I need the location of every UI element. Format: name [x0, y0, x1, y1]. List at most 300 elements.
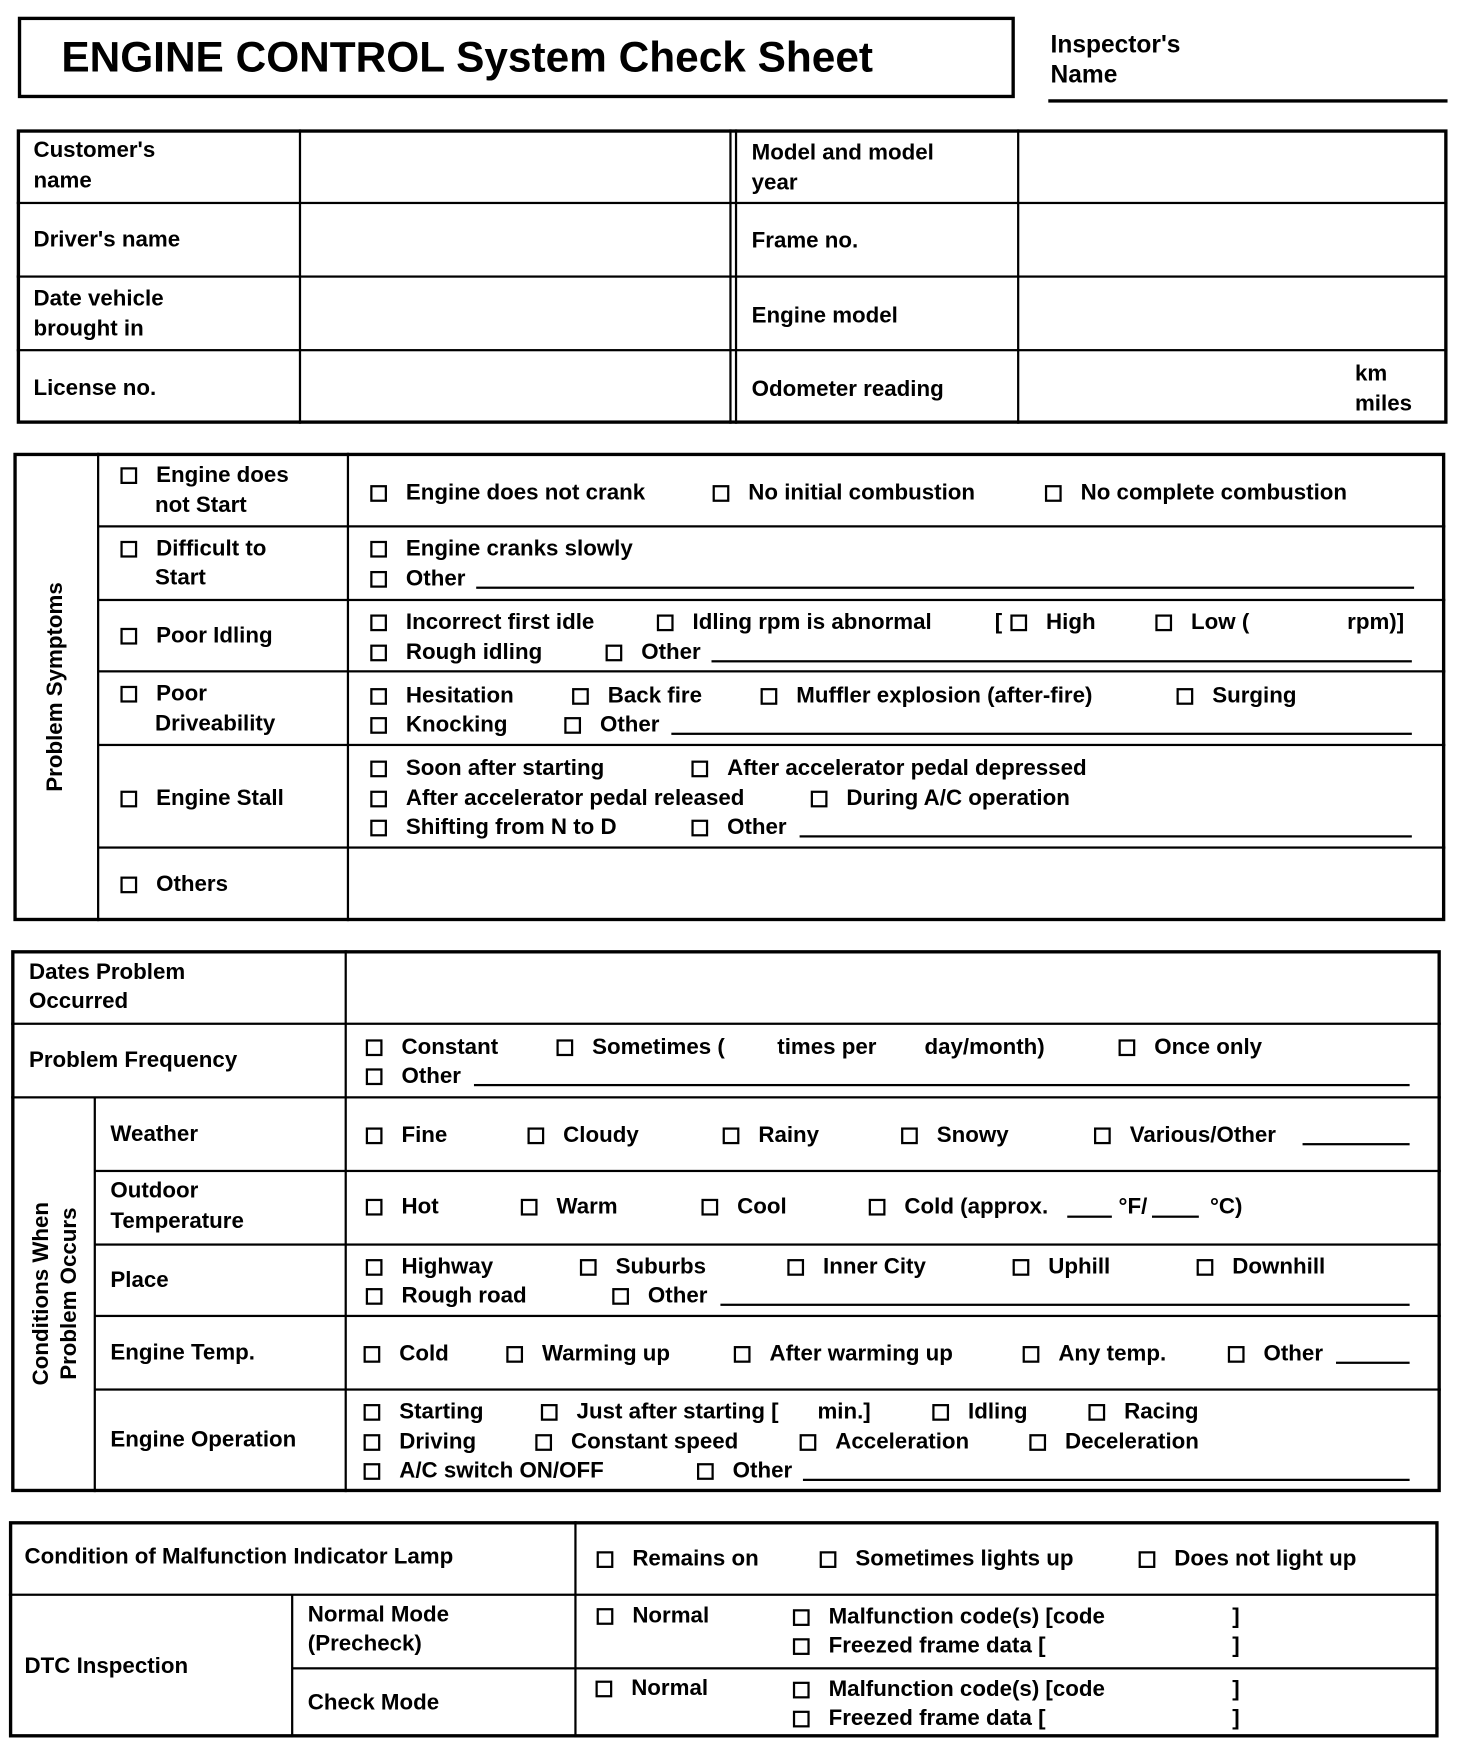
checkbox[interactable]: [364, 1434, 381, 1451]
label: Other: [1263, 1341, 1324, 1367]
checkbox[interactable]: [820, 1551, 837, 1568]
divider: [17, 275, 1448, 277]
label: A/C switch ON/OFF: [399, 1458, 604, 1484]
remains-on-check[interactable]: [597, 1546, 759, 1573]
checkbox[interactable]: [366, 1259, 383, 1276]
label: No initial combustion: [748, 480, 976, 506]
normal-mode-label: Normal Mode: [307, 1602, 450, 1628]
idling-rpm-abnormal-check[interactable]: [657, 609, 932, 636]
times-per-label: times per: [777, 1034, 877, 1060]
label: Engine Stall: [156, 786, 284, 811]
checkbox[interactable]: [793, 1681, 810, 1698]
problem-symptoms-title: Problem Symptoms: [42, 582, 68, 792]
checkbox[interactable]: [761, 688, 778, 705]
checkbox[interactable]: [597, 1608, 614, 1625]
divider: [95, 1388, 1441, 1390]
checkbox[interactable]: [1045, 485, 1062, 502]
checkbox[interactable]: [1023, 1345, 1040, 1362]
checkbox[interactable]: [370, 540, 387, 557]
km-unit: km: [1354, 361, 1388, 386]
weather-other-field[interactable]: [1303, 1143, 1410, 1145]
check-mode-normal-check[interactable]: [596, 1675, 709, 1702]
label: Sometimes (: [592, 1034, 725, 1060]
checkbox[interactable]: [1197, 1259, 1214, 1276]
checkbox[interactable]: [366, 1198, 383, 1215]
label: Various/Other: [1129, 1123, 1276, 1148]
checkbox[interactable]: [120, 790, 137, 807]
label: Other: [647, 1283, 708, 1309]
rainy-check[interactable]: [723, 1122, 819, 1149]
cold-check[interactable]: [869, 1193, 1048, 1220]
label: Other: [732, 1458, 793, 1484]
operation-other-check[interactable]: [697, 1458, 792, 1485]
checkbox[interactable]: [364, 1463, 381, 1480]
poor-idling-check[interactable]: [120, 622, 272, 649]
engine-temp-label: Engine Temp.: [110, 1340, 255, 1366]
divider: [11, 1023, 1441, 1025]
divider: [17, 349, 1448, 351]
place-other-field[interactable]: [720, 1304, 1409, 1306]
label: Fine: [401, 1123, 448, 1148]
engine-cranks-slowly-check[interactable]: [370, 535, 633, 562]
checkbox[interactable]: [370, 819, 387, 836]
label: Incorrect first idle: [405, 610, 595, 635]
engine-cold-check[interactable]: [364, 1340, 449, 1367]
others-check[interactable]: [120, 871, 228, 898]
label: Normal: [631, 1676, 709, 1701]
starting-check[interactable]: [364, 1398, 484, 1425]
hot-check[interactable]: [366, 1193, 439, 1220]
place-label: Place: [110, 1267, 169, 1293]
label: Warming up: [541, 1341, 671, 1367]
checkbox[interactable]: [370, 688, 387, 705]
checkbox[interactable]: [1010, 614, 1027, 631]
label: Highway: [401, 1254, 494, 1280]
idling-other-field[interactable]: [711, 660, 1411, 662]
checkbox[interactable]: [1139, 1551, 1156, 1568]
checkbox[interactable]: [793, 1609, 810, 1626]
snowy-check[interactable]: [901, 1122, 1009, 1149]
temp-c-field[interactable]: [1152, 1216, 1199, 1218]
inspector-label-2: Name: [1050, 60, 1118, 89]
checkbox[interactable]: [556, 1039, 573, 1056]
checkbox[interactable]: [691, 760, 708, 777]
divider: [98, 846, 1445, 848]
hesitation-check[interactable]: [370, 683, 514, 710]
inspector-label: Inspector's: [1050, 30, 1181, 58]
checkbox[interactable]: [366, 1068, 383, 1085]
checkbox[interactable]: [1155, 614, 1172, 631]
difficult-to-start-check[interactable]: [120, 535, 266, 562]
divider: [574, 1521, 576, 1737]
checkbox[interactable]: [657, 614, 674, 631]
label: Surging: [1212, 683, 1297, 709]
label: Shifting from N to D: [405, 815, 617, 840]
mil-label: Condition of Malfunction Indicator Lamp: [24, 1544, 454, 1570]
label: Once only: [1154, 1034, 1263, 1060]
operation-other-field[interactable]: [803, 1479, 1410, 1481]
outdoor-temp-label-2: Temperature: [110, 1208, 244, 1234]
sometimes-check[interactable]: [556, 1034, 724, 1061]
label: Freezed frame data [: [828, 1633, 1046, 1659]
checkbox[interactable]: [366, 1287, 383, 1304]
during-ac-check[interactable]: [811, 785, 1070, 812]
label: Driveability: [155, 711, 276, 737]
label: Warm: [556, 1194, 618, 1219]
checkbox[interactable]: [370, 570, 387, 587]
soon-after-starting-check[interactable]: [370, 755, 604, 782]
checkbox[interactable]: [370, 760, 387, 777]
checkbox[interactable]: [370, 485, 387, 502]
label: Engine does not crank: [405, 480, 646, 506]
label: Downhill: [1232, 1254, 1326, 1280]
checkbox[interactable]: [564, 717, 581, 734]
engine-does-not-start-check[interactable]: [120, 462, 288, 489]
customer-name-label: Customer's: [33, 138, 156, 163]
frequency-label: Problem Frequency: [28, 1048, 238, 1073]
normal-mode-code-check[interactable]: [793, 1604, 1105, 1631]
checkbox[interactable]: [612, 1287, 629, 1304]
divider: [98, 670, 1445, 672]
pedal-depressed-check[interactable]: [691, 755, 1086, 782]
check-mode-freeze-check[interactable]: [793, 1705, 1046, 1732]
label: Other: [405, 566, 466, 592]
difficult-other-field[interactable]: [476, 587, 1414, 589]
downhill-check[interactable]: [1197, 1253, 1326, 1280]
no-initial-combustion-check[interactable]: [713, 480, 975, 507]
check-mode-label: Check Mode: [307, 1690, 440, 1716]
incorrect-first-idle-check[interactable]: [370, 609, 594, 636]
idle-low-check[interactable]: [1155, 609, 1249, 636]
divider: [98, 525, 1445, 527]
checkbox[interactable]: [370, 790, 387, 807]
checkbox[interactable]: [723, 1127, 740, 1144]
label: Rough road: [401, 1283, 527, 1309]
checkbox[interactable]: [370, 717, 387, 734]
divider: [98, 599, 1445, 601]
suburbs-check[interactable]: [580, 1253, 706, 1280]
label: Cool: [737, 1194, 787, 1219]
surging-check[interactable]: [1177, 683, 1297, 710]
engine-stall-check[interactable]: [120, 785, 283, 812]
checkbox[interactable]: [811, 790, 828, 807]
label: Does not light up: [1174, 1546, 1357, 1572]
checkbox[interactable]: [370, 614, 387, 631]
date-label-2: brought in: [33, 316, 144, 342]
checkbox[interactable]: [366, 1127, 383, 1144]
label: Constant: [401, 1034, 499, 1060]
checkbox[interactable]: [713, 485, 730, 502]
check-mode-code-check[interactable]: [793, 1676, 1105, 1703]
stall-other-check[interactable]: [691, 814, 786, 841]
divider: [9, 1594, 1439, 1596]
driveability-other-field[interactable]: [671, 733, 1411, 735]
highway-check[interactable]: [366, 1253, 493, 1280]
checkbox[interactable]: [572, 688, 589, 705]
bracket: [: [994, 610, 1003, 635]
title-line: Conditions When: [28, 1201, 54, 1386]
label: Remains on: [632, 1546, 759, 1572]
title-line: Problem Occurs: [56, 1207, 82, 1380]
difficult-other-check[interactable]: [370, 565, 465, 592]
constant-check[interactable]: [366, 1034, 498, 1061]
idling-check[interactable]: [932, 1398, 1027, 1425]
divider: [345, 950, 347, 1492]
dtc-label: DTC Inspection: [24, 1653, 189, 1679]
label: Malfunction code(s) [code: [828, 1604, 1105, 1630]
checkbox[interactable]: [793, 1710, 810, 1727]
checkbox[interactable]: [364, 1403, 381, 1420]
label: Just after starting [: [576, 1399, 779, 1425]
day-month-label: day/month): [924, 1034, 1045, 1060]
frequency-other-field[interactable]: [474, 1084, 1410, 1086]
label: Cold (approx.: [904, 1194, 1049, 1219]
checkbox[interactable]: [120, 540, 137, 557]
label: Other: [641, 640, 701, 665]
cool-check[interactable]: [701, 1193, 786, 1220]
label: Deceleration: [1065, 1429, 1199, 1455]
divider: [95, 1170, 1441, 1172]
driveability-other-check[interactable]: [564, 711, 659, 738]
label: Constant speed: [570, 1429, 739, 1455]
weather-label: Weather: [110, 1121, 199, 1147]
checkbox[interactable]: [506, 1345, 523, 1362]
label: Freezed frame data [: [828, 1706, 1046, 1731]
label: Uphill: [1048, 1254, 1111, 1280]
engine-temp-other-field[interactable]: [1336, 1362, 1410, 1364]
warm-check[interactable]: [521, 1193, 618, 1220]
poor-driveability-check[interactable]: [120, 680, 206, 707]
does-not-light-up-check[interactable]: [1139, 1546, 1357, 1573]
label: Low (: [1191, 610, 1250, 635]
label: Poor Idling: [156, 623, 273, 648]
checkbox[interactable]: [120, 876, 137, 893]
divider: [347, 453, 349, 921]
checkbox[interactable]: [691, 819, 708, 836]
muffler-explosion-check[interactable]: [761, 683, 1093, 710]
checkbox[interactable]: [1088, 1403, 1105, 1420]
idling-other-check[interactable]: [606, 639, 701, 666]
label: Cloudy: [563, 1123, 639, 1148]
pedal-released-check[interactable]: [370, 785, 744, 812]
date-label: Date vehicle: [33, 286, 164, 312]
label: Other: [401, 1063, 461, 1089]
inspector-name-field[interactable]: [1048, 99, 1447, 102]
checkbox[interactable]: [535, 1434, 552, 1451]
label: Start: [155, 565, 206, 590]
engine-operation-label: Engine Operation: [110, 1427, 297, 1452]
checkbox[interactable]: [1013, 1259, 1030, 1276]
label: Suburbs: [615, 1254, 707, 1280]
inner-city-check[interactable]: [787, 1253, 926, 1280]
checkbox[interactable]: [521, 1198, 538, 1215]
checkbox[interactable]: [1029, 1434, 1046, 1451]
normal-mode-freeze-check[interactable]: [793, 1633, 1046, 1660]
checkbox[interactable]: [527, 1127, 544, 1144]
checkbox[interactable]: [366, 1039, 383, 1056]
knocking-check[interactable]: [370, 711, 507, 738]
label: Acceleration: [835, 1429, 970, 1455]
label: Cold: [399, 1341, 449, 1367]
model-label-2: year: [751, 170, 798, 196]
label: After warming up: [769, 1341, 953, 1367]
ac-switch-check[interactable]: [364, 1458, 604, 1485]
temp-f-field[interactable]: [1067, 1216, 1112, 1218]
checkbox[interactable]: [580, 1259, 597, 1276]
divider: [95, 1315, 1441, 1317]
label: After accelerator pedal depressed: [727, 756, 1087, 781]
deceleration-check[interactable]: [1029, 1429, 1199, 1456]
label: Hesitation: [405, 683, 514, 709]
divider: [11, 1096, 1441, 1098]
label: Engine does: [156, 462, 289, 488]
various-other-check[interactable]: [1094, 1122, 1276, 1149]
label: High: [1046, 610, 1096, 635]
label: Engine cranks slowly: [405, 536, 633, 561]
label: Snowy: [936, 1123, 1009, 1148]
label: Idling rpm is abnormal: [692, 610, 932, 635]
frequency-other-check[interactable]: [366, 1063, 461, 1090]
bracket: ]: [1232, 1706, 1240, 1731]
label: Sometimes lights up: [855, 1546, 1074, 1572]
label: Any temp.: [1058, 1341, 1167, 1367]
checkbox[interactable]: [597, 1551, 614, 1568]
label: Rough idling: [405, 640, 543, 665]
checkbox[interactable]: [120, 685, 137, 702]
dates-label: Dates Problem: [28, 960, 186, 985]
checkbox[interactable]: [869, 1198, 886, 1215]
odometer-label: Odometer reading: [751, 376, 944, 402]
label: During A/C operation: [846, 786, 1070, 811]
uphill-check[interactable]: [1013, 1253, 1111, 1280]
min-label: min.]: [817, 1399, 871, 1425]
divider: [292, 1667, 1438, 1669]
idle-high-check[interactable]: [1010, 609, 1095, 636]
stall-other-field[interactable]: [800, 835, 1412, 837]
warming-up-check[interactable]: [506, 1340, 670, 1367]
constant-speed-check[interactable]: [535, 1429, 738, 1456]
dates-label-2: Occurred: [28, 989, 129, 1014]
checkbox[interactable]: [800, 1434, 817, 1451]
checkbox[interactable]: [541, 1403, 558, 1420]
bracket: ]: [1232, 1677, 1240, 1702]
driver-name-label: Driver's name: [33, 227, 181, 253]
checkbox[interactable]: [932, 1403, 949, 1420]
miles-unit: miles: [1354, 391, 1413, 416]
label: Idling: [967, 1399, 1028, 1425]
checkbox[interactable]: [734, 1345, 751, 1362]
label: Normal: [632, 1603, 710, 1629]
checkbox[interactable]: [701, 1198, 718, 1215]
after-warming-up-check[interactable]: [734, 1340, 953, 1367]
checkbox[interactable]: [370, 644, 387, 661]
checkbox[interactable]: [787, 1259, 804, 1276]
engine-temp-other-check[interactable]: [1228, 1340, 1323, 1367]
shifting-n-to-d-check[interactable]: [370, 814, 616, 841]
cloudy-check[interactable]: [527, 1122, 638, 1149]
label: Soon after starting: [405, 756, 605, 781]
checkbox[interactable]: [120, 627, 137, 644]
driving-check[interactable]: [364, 1429, 477, 1456]
checkbox[interactable]: [120, 467, 137, 484]
checkbox[interactable]: [1119, 1039, 1136, 1056]
divider: [97, 453, 99, 921]
divider: [95, 1243, 1441, 1245]
page-title: ENGINE CONTROL System Check Sheet: [61, 34, 874, 82]
fine-check[interactable]: [366, 1122, 448, 1149]
label: Hot: [401, 1194, 439, 1219]
bracket: ]: [1232, 1604, 1240, 1630]
engine-model-label: Engine model: [751, 303, 898, 328]
sometimes-lights-up-check[interactable]: [820, 1546, 1074, 1573]
conditions-title: [28, 1202, 84, 1385]
celsius-label: °C): [1209, 1194, 1243, 1219]
label: Driving: [399, 1429, 477, 1455]
divider: [98, 744, 1445, 746]
frame-label: Frame no.: [751, 228, 859, 254]
precheck-label: (Precheck): [307, 1631, 422, 1657]
label: After accelerator pedal released: [405, 786, 745, 811]
label: Other: [599, 712, 660, 738]
label: Difficult to: [156, 536, 267, 561]
fahrenheit-label: °F/: [1118, 1194, 1148, 1219]
divider: [291, 1595, 293, 1738]
checkbox[interactable]: [697, 1463, 714, 1480]
label: Malfunction code(s) [code: [828, 1677, 1105, 1702]
checkbox[interactable]: [1177, 688, 1194, 705]
just-after-starting-check[interactable]: [541, 1398, 779, 1425]
label: No complete combustion: [1080, 480, 1348, 506]
license-label: License no.: [33, 375, 157, 401]
label: Rainy: [758, 1123, 820, 1148]
label: Racing: [1124, 1399, 1199, 1425]
checkbox[interactable]: [596, 1680, 613, 1697]
label: Other: [727, 815, 787, 840]
any-temp-check[interactable]: [1023, 1340, 1167, 1367]
rough-road-check[interactable]: [366, 1282, 527, 1309]
checkbox[interactable]: [606, 644, 623, 661]
label: Others: [156, 872, 229, 897]
checkbox[interactable]: [364, 1345, 381, 1362]
outdoor-temp-label: Outdoor: [110, 1178, 199, 1204]
no-complete-combustion-check[interactable]: [1045, 480, 1347, 507]
acceleration-check[interactable]: [800, 1429, 970, 1456]
checkbox[interactable]: [1228, 1345, 1245, 1362]
model-label: Model and model: [751, 140, 934, 166]
racing-check[interactable]: [1088, 1398, 1198, 1425]
label: Poor: [156, 681, 207, 706]
label: Knocking: [405, 712, 508, 738]
checkbox[interactable]: [1094, 1127, 1111, 1144]
label: Back fire: [607, 683, 703, 709]
label: Muffler explosion (after-fire): [796, 683, 1093, 709]
place-other-check[interactable]: [612, 1282, 707, 1309]
label: Starting: [399, 1399, 484, 1425]
label: not Start: [155, 492, 247, 518]
checkbox[interactable]: [793, 1638, 810, 1655]
divider: [94, 1097, 96, 1492]
divider: [17, 202, 1448, 204]
back-fire-check[interactable]: [572, 683, 702, 710]
engine-does-not-crank-check[interactable]: [370, 480, 645, 507]
normal-mode-normal-check[interactable]: [597, 1603, 710, 1630]
customer-name-label-2: name: [33, 168, 92, 193]
once-only-check[interactable]: [1119, 1034, 1263, 1061]
rough-idling-check[interactable]: [370, 639, 542, 666]
bracket: ]: [1232, 1633, 1240, 1659]
rpm-label: rpm)]: [1347, 610, 1405, 635]
checkbox[interactable]: [901, 1127, 918, 1144]
